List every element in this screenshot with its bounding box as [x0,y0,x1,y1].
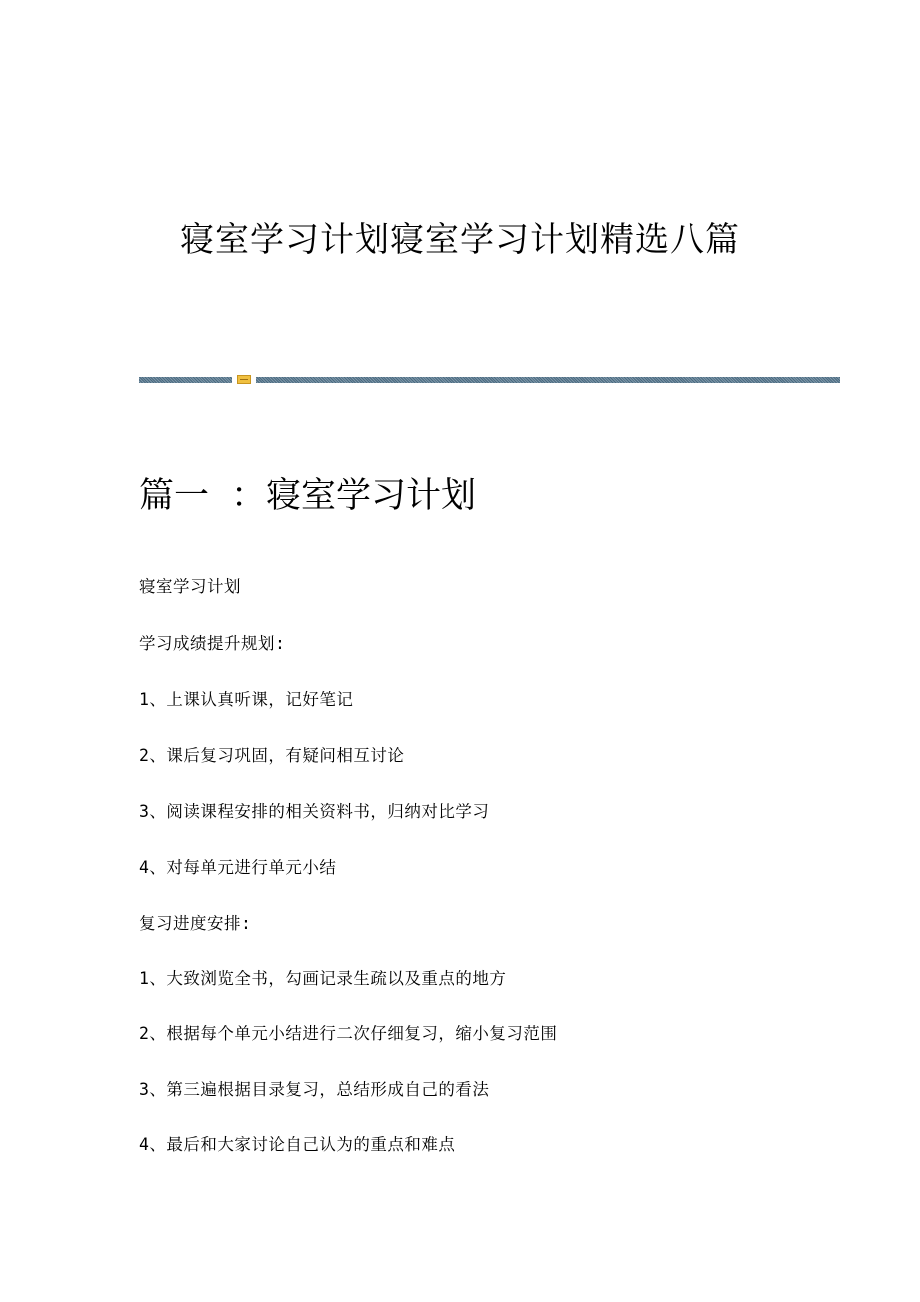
list-item: 1、大致浏览全书，勾画记录生疏以及重点的地方 [139,969,507,988]
divider-bar-left [139,377,232,383]
list-item: 2、根据每个单元小结进行二次仔细复习，缩小复习范围 [139,1024,558,1043]
divider-bar-right [256,377,840,383]
list-item: 4、对每单元进行单元小结 [139,858,337,877]
list-item: 3、第三遍根据目录复习，总结形成自己的看法 [139,1080,490,1099]
document-title: 寝室学习计划寝室学习计划精选八篇 [180,220,740,260]
section-separator: ： [231,476,267,516]
section-title: 寝室学习计划 [266,476,477,516]
section-number: 篇一 [139,476,210,516]
list-item: 4、最后和大家讨论自己认为的重点和难点 [139,1135,456,1154]
paragraph-heading-grades: 学习成绩提升规划: [139,634,286,653]
list-item: 1、上课认真听课，记好笔记 [139,690,354,709]
list-item: 3、阅读课程安排的相关资料书，归纳对比学习 [139,802,490,821]
paragraph-heading-schedule: 复习进度安排: [139,914,252,933]
divider-ornament-icon [237,375,251,384]
title-divider [139,374,840,384]
list-item: 2、课后复习巩固，有疑问相互讨论 [139,746,405,765]
paragraph-subtitle: 寝室学习计划 [139,577,241,596]
section-heading [139,468,476,524]
